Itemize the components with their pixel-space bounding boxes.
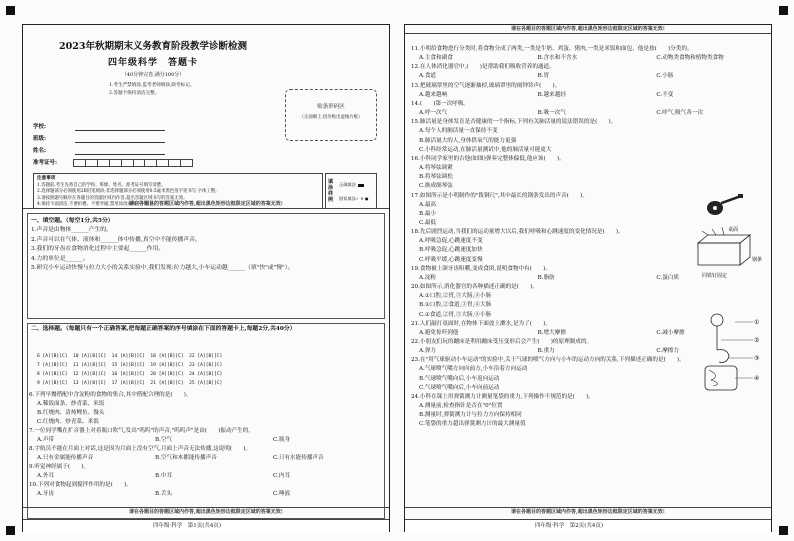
- option: C.瓶身: [273, 437, 291, 443]
- registration-mark: [779, 526, 788, 535]
- question-text: 22.小朋友们玩的蹦床是利用蹦床受压变形后会产生( )的原理制成的。: [411, 339, 593, 345]
- question-text: 18.先后剧烈运动,当我们的运动量增大以后,我们呼吸和心跳速度的变化情况是( )。: [411, 229, 624, 236]
- registration-mark: [6, 6, 15, 15]
- question-text: 19.食物被上颌牙齿咀嚼,变成食团,说明食物中有( )。: [411, 265, 551, 272]
- option: C.减小摩擦: [656, 329, 685, 336]
- option: A.呼吸急促,心跳速度不变: [419, 238, 483, 245]
- option: C.换成细琴弦: [419, 183, 453, 190]
- option: C.最低: [419, 219, 437, 226]
- left-page: [22, 24, 390, 532]
- bubble-row[interactable]: 8 [A][B][C] 12 [A][B][C] 16 [A][B][C] 20 [A][B][C] 24 [A][B][C]: [37, 372, 223, 377]
- name-label: 姓名:: [33, 147, 47, 154]
- exam-number-boxes[interactable]: [73, 159, 193, 167]
- option: C.红烧肉、炒青菜、米饭: [37, 419, 99, 425]
- option: B.空气和木都能传播声音: [155, 455, 217, 461]
- fill-question: 1.声音是由物体______产生的。: [31, 227, 112, 234]
- organ-label: ①: [754, 319, 760, 326]
- option: B.脂肪: [537, 274, 555, 281]
- option: B.重力: [537, 348, 555, 355]
- wrong-fill-label: 错误填涂: [339, 196, 356, 201]
- section-banner: 请在各题目的答题区域内作答,超出黑色矩形边框限定区域的答案无效!: [23, 200, 389, 209]
- option: B.增大摩擦: [537, 329, 566, 336]
- option: C.笔袋的重力超出弹簧测力计的最大测量值: [419, 421, 526, 428]
- question-text: 24.小科在课上用弹簧测力计测量笔袋的重力,下列操作不规范的是( )。: [411, 393, 594, 400]
- left-footer: [23, 519, 389, 532]
- question-text: 21.人们敲打桌面时,在物体下面放上漱水,是为了( )。: [411, 320, 551, 327]
- option: A.只有金属能传播声音: [37, 455, 94, 461]
- note-line: 1.考生严禁填涂,监考老师填涂,缺考标记。: [109, 83, 195, 88]
- bottom-warning: 请在各题目的答题区域内作答,超出黑色矩形边框限定区域的答案无效!: [23, 507, 389, 516]
- ruler-label: 钢条: [752, 257, 763, 263]
- question-list-left: [29, 391, 383, 499]
- option: B.肺活量大的人,身体供氧气的能力更强: [419, 137, 517, 144]
- option: A.每个人的肺活量一直保持不变: [419, 128, 498, 135]
- question-text: 6.下列早餐搭配中含淀粉的食物的集合,其中搭配合理的是( )。: [29, 392, 192, 398]
- filled-box-icon: [358, 184, 364, 187]
- fill-question: 4.力的单位是______。: [31, 255, 89, 262]
- fill-heading: 一、填空题。（每空1分,共5分）: [31, 218, 114, 224]
- option: B.红烧肉、清炖鲤鱼、馒头: [37, 410, 105, 416]
- fill-question: 3.我们的牙齿在食物消化过程中主要起______作用。: [31, 246, 165, 253]
- option: A.食道: [419, 73, 437, 80]
- option: B.呼吸急促,心跳速度加快: [419, 247, 483, 254]
- correct-fill-label: 正确填涂: [339, 182, 356, 187]
- option: C.动物类食物和植物类食物: [656, 55, 724, 62]
- right-page: [404, 24, 772, 532]
- option: A.越来越响: [419, 91, 448, 98]
- sticker-label: 贴条形码区: [317, 104, 345, 110]
- option: A.①口腔,②胃,③大肠,④小肠: [419, 293, 492, 300]
- organ-label: ③: [754, 355, 760, 362]
- option: C.小肠: [656, 73, 674, 80]
- organ-label: ②: [754, 337, 760, 344]
- question-text: 16.小科同学家里的吉他(如图)弹奏完整体偏低,他应该( )。: [411, 155, 565, 162]
- option: A.将琴弦调紧: [419, 165, 453, 172]
- option: A.牙齿: [37, 491, 55, 497]
- option: C.蛋白质: [656, 274, 679, 281]
- fill-example-label: 填涂样例: [328, 179, 334, 203]
- question-text: 15.肺活量是身体发育是否健康的一个指标,下列有关肺活量的说法错误的是( )。: [411, 119, 617, 126]
- page-number: 四年级·科学 第2页(共4页): [535, 523, 604, 529]
- bubble-row[interactable]: 6 [A][B][C] 10 [A][B][C] 14 [A][B][C] 18 [A][B][C] 22 [A][B][C]: [37, 354, 223, 359]
- option: B.越来越轻: [537, 91, 566, 98]
- class-label: 班级:: [33, 135, 47, 142]
- option: B.中耳: [155, 473, 173, 479]
- question-text: 17.如图所示是小明制作的"拨钢尺",其中最长的钢条发出的声音( )。: [411, 192, 588, 199]
- option: A.气球喷气嘴方向向前方,小车沿着方向运动: [419, 366, 528, 373]
- exam-title: 2023年秋期期末义务教育阶段教学诊断检测: [59, 41, 247, 52]
- option: B.空气: [155, 437, 173, 443]
- option: B.含水和不含水: [537, 55, 578, 62]
- option: A.主食和副食: [419, 55, 453, 62]
- option: C.不变: [656, 91, 674, 98]
- question-text: 11.小明给食物进行分类时,将食物分成了两类,一类是牛奶、鸡蛋、猪肉,一类是米饭和面包。他是按( )分类的。: [411, 46, 693, 52]
- right-footer: [405, 519, 771, 532]
- option: B.胃: [537, 73, 550, 80]
- bottom-warning: 请在各题目的答题区域内作答,超出黑色矩形边框限定区域的答案无效!: [405, 507, 771, 516]
- question-text: 10.下列对食物起到搅拌作用的是( )。: [29, 482, 132, 488]
- bubble-row[interactable]: 7 [A][B][C] 11 [A][B][C] 15 [A][B][C] 19 [A][B][C] 23 [A][B][C]: [37, 363, 223, 368]
- option: A.呼一次气: [419, 110, 448, 117]
- option: B.吸一次气: [537, 110, 566, 117]
- option: A.声带: [37, 437, 55, 443]
- rule-line: 2.选择题部分必须使用2B铅笔填涂;非选择题部分必须使用0.5毫米黑色签字笔书写,字体工整。: [37, 189, 220, 194]
- option: A.避免惊吓到他: [419, 329, 459, 336]
- rule-line: 1.答题前,考生先将自己的学校、班级、姓名、准考证号填写清楚。: [37, 182, 166, 188]
- option: B.舌头: [155, 491, 173, 497]
- registration-mark: [6, 526, 15, 535]
- option: C.呼吸平缓,心跳速度变慢: [419, 256, 483, 263]
- score-line: （40分钟完卷,满分100分）: [121, 72, 185, 78]
- steel-ruler-figure: [690, 223, 770, 283]
- question-text: 23.在"用气球驱动小车运动"的实验中,关于气球的喷气方向与小车的运动方向的关系,下列描述正确的是( )。: [411, 357, 685, 364]
- answer-bubble-grid[interactable]: [37, 352, 377, 388]
- class-field[interactable]: [75, 136, 165, 143]
- bridge-label: 同铁钉固定: [702, 273, 728, 279]
- option: C.唾液: [273, 491, 291, 497]
- option: C.内耳: [273, 473, 291, 479]
- option: C.气球喷气嘴向后,小车向前运动: [419, 384, 500, 391]
- option: B.气球喷气嘴向后,小车返向运动: [419, 375, 500, 382]
- option: B.将琴弦调松: [419, 174, 453, 181]
- option: B.最小: [419, 210, 437, 217]
- section-banner: 请在各题目的答题区域内作答,超出黑色矩形边框限定区域的答案无效!: [405, 25, 771, 34]
- notes: [109, 82, 194, 98]
- question-text: 7.一位同学嘴在扩音器上对着瓶口吹气,发出"呜呜"的声音,"呜呜声"是由( )振动产生的。: [29, 428, 254, 434]
- organ-label: ④: [754, 375, 760, 382]
- rule-line: 4.保持卡面清洁,不要折叠、不要弄破,禁用涂改液和不干胶条。: [37, 202, 159, 207]
- fill-section: [31, 217, 385, 273]
- question-text: 20.如图所示,消化器官的各种描述正确的是( )。: [411, 284, 538, 291]
- exam-number-label: 准考证号:: [33, 159, 58, 166]
- digestive-system-figure: [695, 310, 765, 410]
- guitar-figure: [705, 193, 745, 217]
- rules-title: 注意事项: [37, 176, 56, 181]
- question-text: 14.( )第一次呼吸。: [411, 100, 470, 107]
- school-field[interactable]: [75, 124, 165, 131]
- barcode-sticker-area: [285, 89, 377, 141]
- fill-question: 5.研究小车运动快慢与拉力大小的关系实验中,我们发现:拉力越大,小车运动越______（填"快"或"慢"）。: [31, 265, 294, 272]
- option: A.稀饭面条、炒青菜、米饭: [37, 401, 105, 407]
- choice-heading: 二、选择题。（每题只有一个正确答案,把每题正确答案的序号填涂在下面的答题卡上,每题2分,共40分）: [31, 326, 296, 332]
- choice-section: [31, 325, 385, 334]
- option: B.①口腔,②食道,③胃,④大肠: [419, 302, 492, 309]
- option: C.小科经常运动,在肺活量测试中,他的肺活量可能更大: [419, 146, 552, 153]
- question-text: 8.宇航员不能在月面上对话,这是因为月面上没有空气,月面上声音无法传播,这说明( )。: [29, 446, 252, 452]
- option: C.只有水能传播声音: [273, 455, 324, 461]
- registration-mark: [779, 6, 788, 15]
- question-text: 9.听觉神经属于( )。: [29, 464, 90, 470]
- note-line: 2.答题卡保持清洁完整。: [109, 91, 160, 96]
- option: A.最高: [419, 201, 437, 208]
- desk-label: 桌面: [728, 227, 739, 233]
- bubble-row[interactable]: 9 [A][B][C] 13 [A][B][C] 17 [A][B][C] 21 [A][B][C] 25 [A][B][C]: [37, 381, 223, 386]
- option: B.测量时,弹簧测力计与拉力方向保持相同: [419, 412, 522, 419]
- page-number: 四年级·科学 第1页(共4页): [153, 523, 222, 529]
- option: A.淀粉: [419, 274, 437, 281]
- wrong-fill-icon: ✓ ✕ ●: [355, 196, 369, 201]
- fill-question: 2.声音可以在气体、液体和______体中传播,真空中不能传播声音。: [31, 236, 201, 243]
- rule-line: 3.请按照题号顺序在各题目的答题区域内作答,超出答题区域书写的答案无效。: [37, 195, 188, 201]
- option: C.呼气,吸气各一次: [656, 110, 704, 117]
- sticker-hint: （正面朝上,切勿贴出虚线方框）: [299, 114, 363, 120]
- option: A.弹力: [419, 348, 437, 355]
- question-text: 12.在人体消化器官中,( )是帮助我们吸收营养的通道。: [411, 64, 555, 71]
- name-field[interactable]: [75, 148, 165, 155]
- question-text: 13.把玻璃罩里的空气逐渐抽掉,玻璃罩里的闹钟铃声( )。: [411, 82, 561, 89]
- exam-subtitle: 四年级科学 答题卡: [107, 58, 198, 68]
- school-label: 学校:: [33, 123, 47, 130]
- option: A.外耳: [37, 473, 55, 479]
- option: C.①食道,②胃,③大肠,④小肠: [419, 311, 492, 318]
- option: C.摩擦力: [656, 348, 679, 355]
- option: A.测量前,检查指针是否在"0"位置: [419, 403, 503, 410]
